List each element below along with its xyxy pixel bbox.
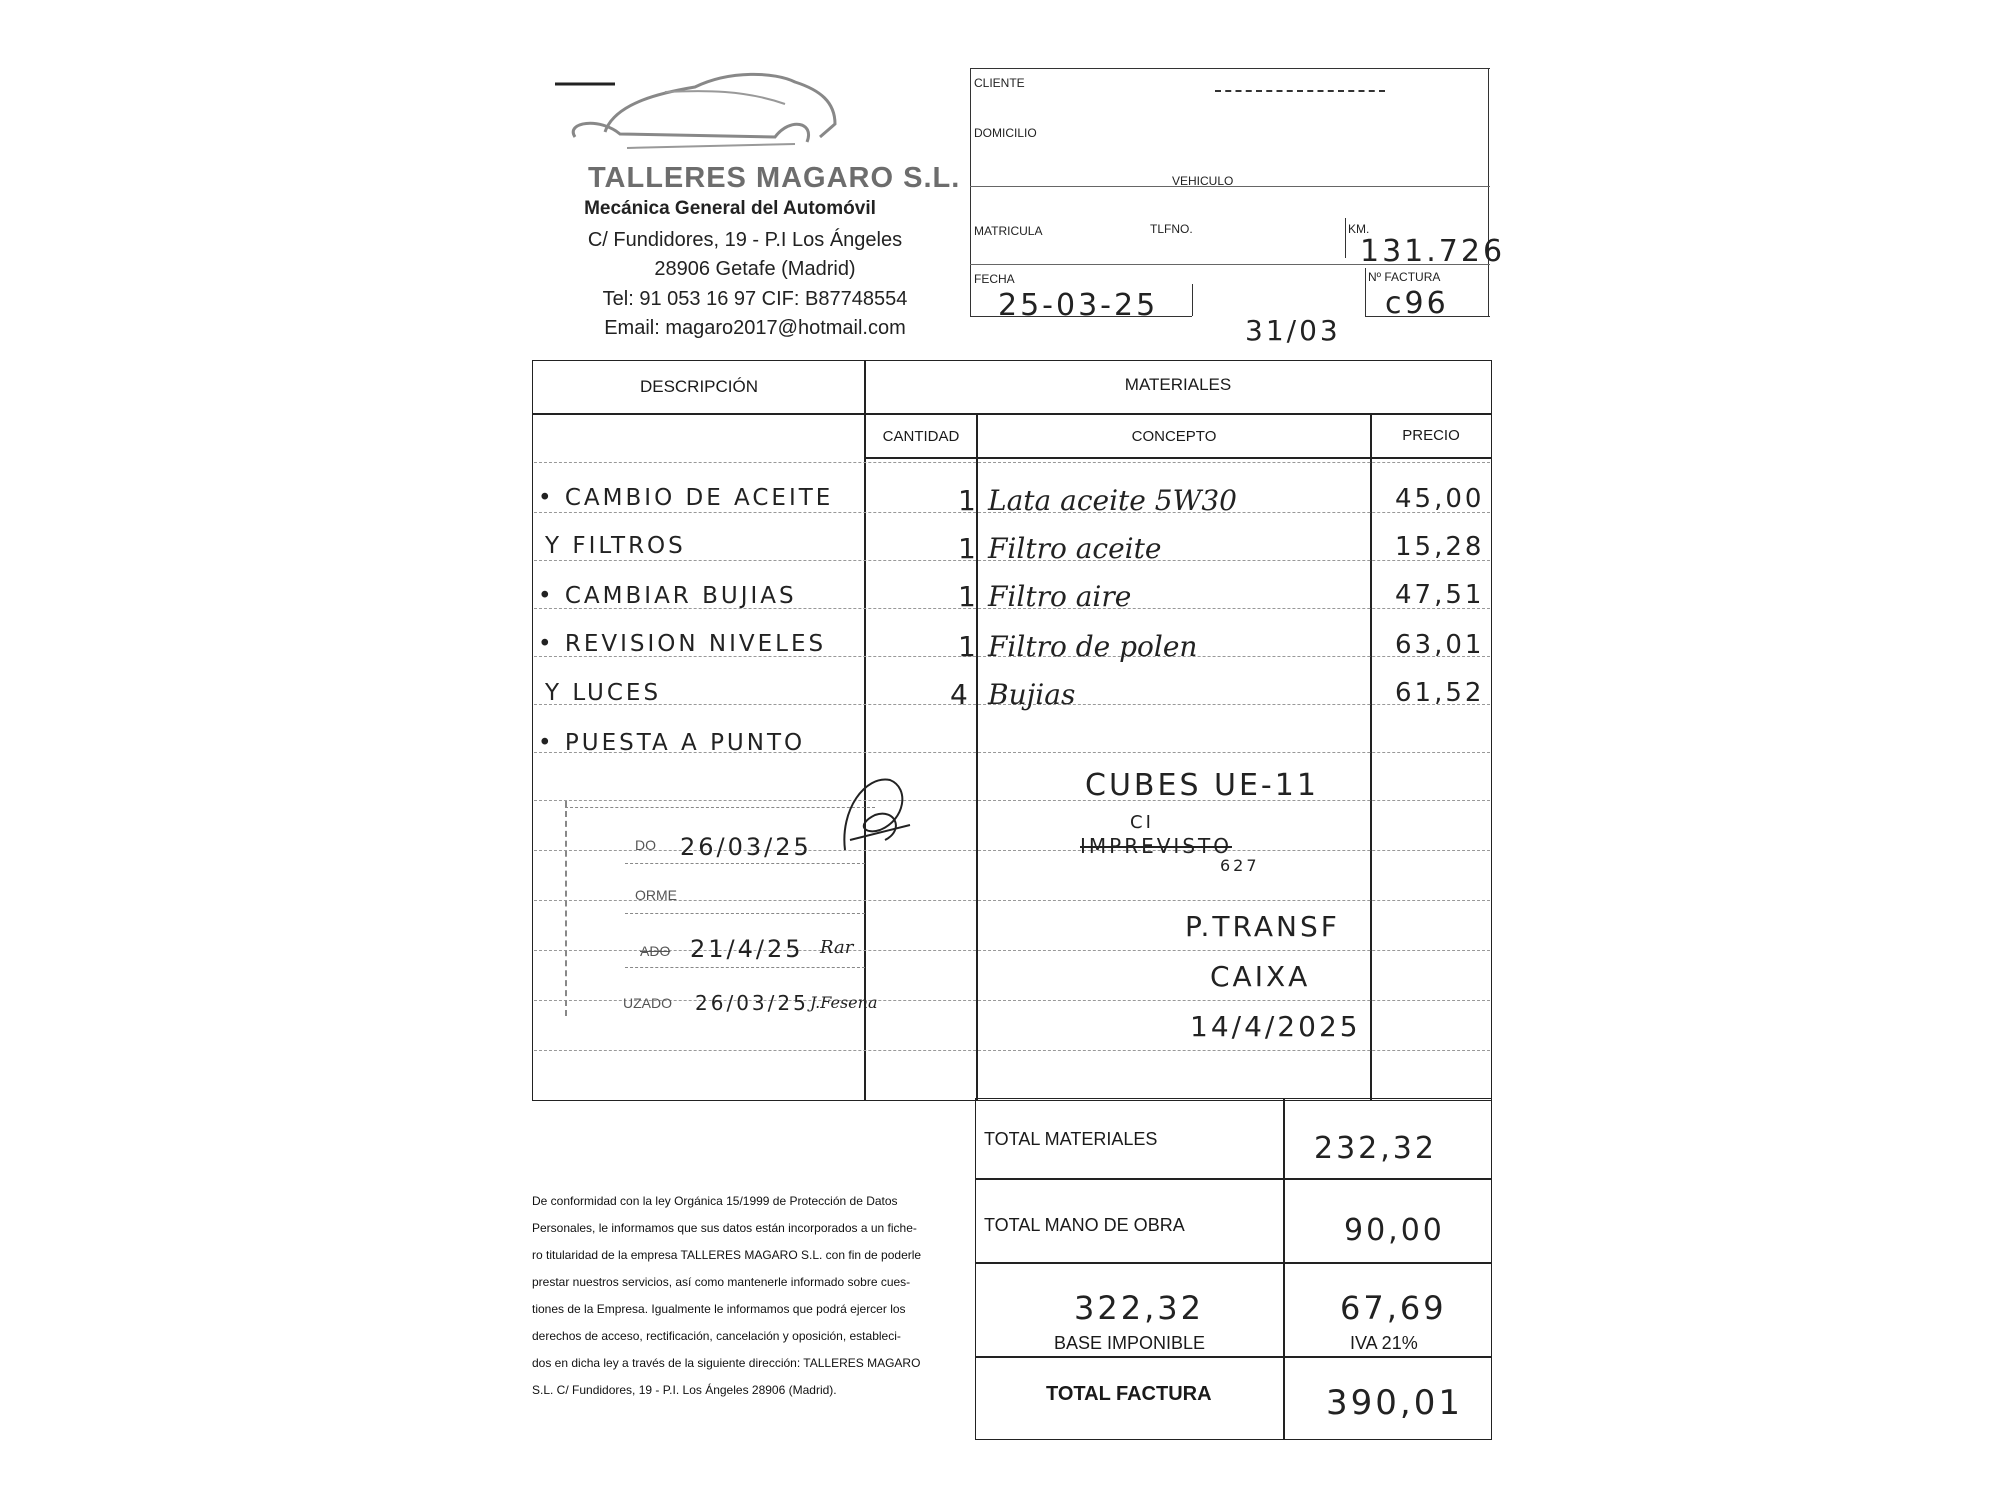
legal-line: De conformidad con la ley Orgánica 15/1999 de Protección de Datos [532,1194,898,1208]
legal-line: dos en dicha ley a través de la siguiente dirección: TALLERES MAGARO [532,1356,921,1370]
total-materiales-value-cell [1283,1098,1492,1180]
concepto-header-cell [976,413,1372,459]
iva-value: 67,69 [1340,1289,1447,1327]
precio-header: PRECIO [1402,427,1460,444]
km-value: 131.726 [1360,234,1506,269]
company-address-2: 28906 Getafe (Madrid) [654,258,856,280]
note-imprevisto: IMPREVISTO [1080,834,1232,858]
company-name: TALLERES MAGARO S.L. [588,162,961,194]
materiales-header: MATERIALES [1124,375,1232,394]
company-email: Email: magaro2017@hotmail.com [604,317,906,339]
base-imponible-label: BASE IMPONIBLE [1054,1333,1206,1353]
iva-cell [1283,1262,1492,1358]
total-mano-obra-value: 90,00 [1344,1213,1445,1248]
stamp-row-1-date: 26/03/25 [680,833,812,861]
legal-line: tiones de la Empresa. Igualmente le informamos que podrá ejercer los [532,1302,906,1316]
stamp-row-4-sign: J.Fesena [810,993,878,1012]
total-mano-obra-label-cell [975,1178,1285,1264]
precio-value: 47,51 [1395,580,1485,610]
legal-line: derechos de acceso, rectificación, cancelación y oposición, estableci- [532,1329,901,1343]
stamp-row-2-prefix: ORME [635,887,677,903]
handwritten-date-note: 31/03 [1245,314,1341,347]
description-line: Y FILTROS [545,533,686,559]
cantidad-value: 1 [958,630,979,663]
precio-header-cell [1370,413,1492,459]
description-line: • PUESTA A PUNTO [538,730,806,756]
total-mano-obra-value-cell [1283,1178,1492,1264]
concepto-value: Filtro aire [988,580,1132,613]
concepto-value: Filtro aceite [988,532,1162,565]
precio-value: 45,00 [1395,484,1485,514]
cantidad-value: 1 [958,580,979,613]
legal-line: prestar nuestros servicios, así como mantenerle informado sobre cues- [532,1275,911,1289]
note-number: 627 [1220,856,1260,875]
descripcion-header: DESCRIPCIÓN [639,377,759,396]
concepto-value: Filtro de polen [988,630,1198,663]
company-phone-cif: Tel: 91 053 16 97 CIF: B87748554 [602,288,908,310]
precio-value: 61,52 [1395,678,1485,708]
signature-scribble-icon [835,770,915,860]
precio-value: 63,01 [1395,630,1485,660]
cantidad-value: 1 [958,532,979,565]
fecha-label: FECHA [974,272,1015,286]
concepto-value: Lata aceite 5W30 [988,484,1237,517]
descripcion-header-cell [532,360,866,415]
description-line: • CAMBIAR BUJIAS [538,583,797,609]
precio-value: 15,28 [1395,532,1485,562]
cantidad-header: CANTIDAD [882,428,960,445]
description-line: Y LUCES [545,680,662,706]
total-materiales-value: 232,32 [1314,1131,1437,1166]
cliente-redacted [1215,90,1385,92]
vehiculo-label: VEHICULO [1172,174,1234,188]
cantidad-header-cell [864,413,978,459]
data-protection-notice [532,1188,977,1404]
total-materiales-label-cell [975,1098,1285,1180]
stamp-row-4-prefix: UZADO [623,995,672,1011]
total-factura-value: 390,01 [1326,1383,1463,1423]
stamp-row-1-prefix: DO [635,837,656,853]
factura-value: c96 [1385,286,1449,321]
base-imponible-value: 322,32 [1074,1289,1204,1327]
domicilio-label: DOMICILIO [974,126,1037,140]
factura-label: Nº FACTURA [1368,270,1441,284]
telefono-label: TLFNO. [1150,222,1193,236]
description-line: • REVISION NIVELES [538,631,827,657]
cliente-label: CLIENTE [974,76,1025,90]
concepto-header: CONCEPTO [1131,428,1217,445]
company-logo [545,62,865,172]
company-tagline: Mecánica General del Automóvil [584,198,876,219]
cantidad-value: 4 [950,678,971,711]
total-factura-label-cell [975,1356,1285,1440]
note-cubes: CUBES UE-11 [1085,768,1319,803]
note-ptransf: P.TRANSF [1185,910,1340,943]
note-pay-date: 14/4/2025 [1190,1010,1361,1043]
matricula-label: MATRICULA [974,224,1043,238]
km-label: KM. [1348,222,1370,236]
total-factura-label: TOTAL FACTURA [1046,1383,1212,1405]
stamp-row-3-sign: Rar [820,937,854,958]
total-mano-obra-label: TOTAL MANO DE OBRA [984,1215,1185,1235]
materiales-header-cell [864,360,1492,415]
base-imponible-cell [975,1262,1285,1358]
fecha-value: 25-03-25 [998,288,1159,323]
legal-line: S.L. C/ Fundidores, 19 - P.I. Los Ángeles 28906 (Madrid). [532,1383,837,1397]
description-line: • CAMBIO DE ACEITE [538,485,834,511]
note-ci: CI [1130,812,1154,833]
total-factura-value-cell [1283,1356,1492,1440]
stamp-row-4-date: 26/03/25 [695,991,809,1015]
cantidad-value: 1 [958,484,979,517]
legal-line: Personales, le informamos que sus datos están incorporados a un fiche- [532,1221,917,1235]
stamp-row-3-date: 21/4/25 [690,935,804,963]
car-wrench-logo-icon [545,62,865,172]
iva-label: IVA 21% [1350,1333,1418,1353]
concepto-value: Bujias [988,678,1076,711]
stamp-row-3-prefix: ADO [640,943,671,959]
legal-line: ro titularidad de la empresa TALLERES MAGARO S.L. con fin de poderle [532,1248,922,1262]
company-address-1: C/ Fundidores, 19 - P.I Los Ángeles [587,229,903,251]
client-info-box [970,68,1506,323]
workshop-stamp [565,795,895,1030]
note-caixa: CAIXA [1210,960,1311,993]
total-materiales-label: TOTAL MATERIALES [984,1129,1158,1149]
